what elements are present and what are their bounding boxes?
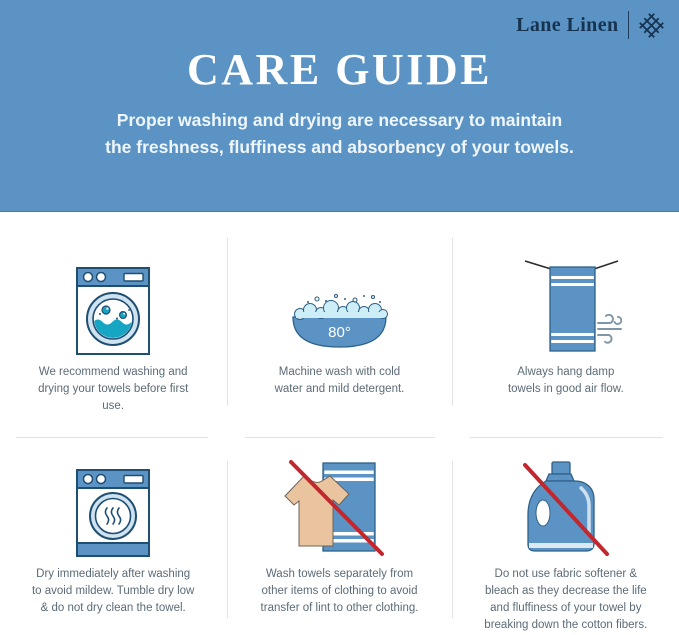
header-banner	[0, 0, 679, 212]
subtitle-line-2: the freshness, fluffiness and absorbency of your towels.	[105, 137, 574, 157]
care-cell-no-softener	[453, 437, 679, 635]
row-divider	[16, 437, 208, 438]
caption-line: Dry immediately after washing	[36, 568, 191, 580]
care-caption	[261, 566, 419, 617]
caption-line: water and mild detergent.	[274, 383, 405, 395]
no-mixed-washing-icon	[279, 457, 399, 557]
care-caption	[508, 364, 624, 398]
page-title: CARE GUIDE	[187, 45, 492, 94]
subtitle-line-1: Proper washing and drying are necessary to maintain	[116, 110, 563, 130]
column-divider	[452, 238, 453, 406]
caption-line: and fluffiness of your towel by	[490, 602, 642, 614]
row-divider	[470, 437, 663, 438]
caption-line: bleach as they decrease the life	[484, 585, 647, 597]
wash-basin-icon	[287, 251, 392, 355]
care-caption	[32, 566, 194, 617]
care-grid-row-2	[0, 437, 679, 635]
caption-line: Machine wash with cold	[278, 366, 401, 378]
caption-line: Do not use fabric softener &	[494, 568, 638, 580]
caption-line: We recommend washing and	[38, 366, 188, 378]
brand-divider	[628, 11, 630, 39]
care-cell-dry-immediately	[0, 437, 226, 635]
care-cell-cold-wash	[226, 212, 452, 437]
caption-line: drying your towels before first	[38, 383, 189, 395]
basin-temperature-label: 80°	[328, 324, 351, 341]
row-divider	[245, 437, 435, 438]
caption-line: Always hang damp	[517, 366, 615, 378]
column-divider	[452, 461, 453, 618]
care-caption	[484, 566, 647, 634]
care-cell-air-dry	[453, 212, 679, 437]
column-divider	[227, 238, 228, 406]
care-cell-wash-separately	[226, 437, 452, 635]
caption-line: towels in good air flow.	[507, 383, 624, 395]
care-grid-row-1	[0, 212, 679, 437]
caption-line: use.	[102, 400, 125, 412]
caption-line: Wash towels separately from	[265, 568, 414, 580]
brand-name: Lane Linen	[516, 13, 619, 36]
caption-line: & do not dry clean the towel.	[40, 602, 186, 614]
brand-logo	[516, 11, 665, 39]
no-fabric-softener-icon	[518, 457, 613, 557]
care-caption	[38, 364, 188, 415]
washing-machine-icon	[76, 251, 150, 355]
caption-line: to avoid mildew. Tumble dry low	[31, 585, 195, 597]
column-divider	[227, 461, 228, 618]
caption-line: transfer of lint to other clothing.	[260, 602, 419, 614]
caption-line: other items of clothing to avoid	[261, 585, 418, 597]
hanging-towel-airflow-icon	[510, 251, 622, 355]
caption-line: breaking down the cotton fibers.	[484, 619, 648, 631]
tumble-dryer-icon	[76, 457, 150, 557]
weave-icon	[638, 12, 665, 39]
page-subtitle	[0, 107, 679, 161]
care-cell-first-wash	[0, 212, 226, 437]
care-caption	[275, 364, 405, 398]
